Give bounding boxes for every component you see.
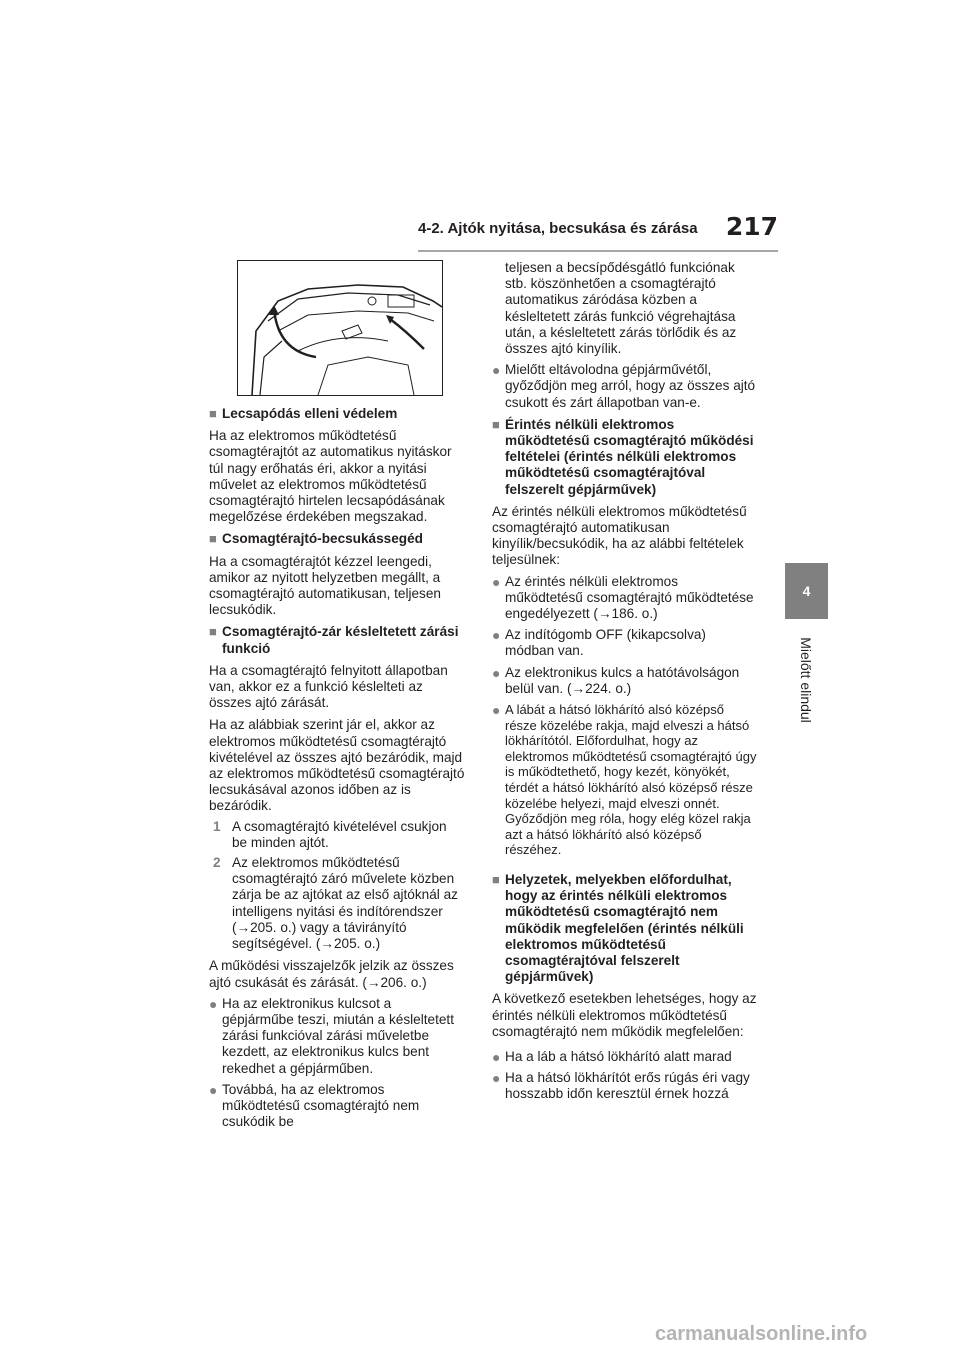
square-bullet-icon: ■ xyxy=(209,624,217,640)
square-bullet-icon: ■ xyxy=(492,872,500,888)
square-bullet-icon: ■ xyxy=(492,416,500,432)
paragraph: Ha az alábbiak szerint jár el, akkor az elektromos működtetésű csomagtérajtó kivételével az összes ajtó bezáródik, majd az elektromos működtetésű csomagtérajtó lecsukásával azonos időben az is bezáródik. xyxy=(209,717,465,814)
heading-touchless-problems xyxy=(492,872,758,985)
heading-closing-assist xyxy=(209,531,465,547)
heading-text: Helyzetek, melyekben előfordulhat, hogy az érintés nélküli elektromos működtetésű csomagtérajtó nem működik megfelelően (érintés nélküli elektromos működtetésű csomagtérajtóval felszerelt gépjárművek) xyxy=(505,872,744,985)
list-item-text: A lábát a hátsó lökhárító alsó középső része közelébe rakja, majd elveszi a hátsó lökhárítótól. Előfordulhat, hogy az elektromos működtetésű csomagtérajtó úgy is működtethető, hogy kezét, könyökét, térdét a hátsó lökhárító alsó középső része közelébe helyezi, majd elveszi onnét. Győződjön meg róla, hogy elég közel rakja azt a hátsó lökhárító alsó középső részéhez. xyxy=(505,702,757,858)
tailgate-drawing-icon xyxy=(238,261,442,395)
step-number: 2 xyxy=(213,855,221,871)
step-number: 1 xyxy=(213,818,221,834)
circle-bullet-icon: ● xyxy=(492,362,501,379)
header-rule xyxy=(418,250,778,252)
heading-anti-slam xyxy=(209,406,465,422)
page-number: 217 xyxy=(725,212,778,241)
circle-bullet-icon: ● xyxy=(492,1070,501,1087)
step-item xyxy=(209,855,465,952)
list-item-text: Ha a hátsó lökhárítót erős rúgás éri vagy hosszabb időn keresztül érnek hozzá xyxy=(505,1070,750,1102)
list-item xyxy=(492,627,758,659)
chapter-tab: 4 xyxy=(785,563,828,619)
circle-bullet-icon: ● xyxy=(492,627,501,644)
list-item xyxy=(209,996,465,1077)
step-text: A csomagtérajtó kivételével csukjon be minden ajtót. xyxy=(232,818,447,850)
list-item-text: Az indítógomb OFF (kikapcsolva) módban van. xyxy=(505,627,706,659)
list-item-text: Ha a láb a hátsó lökhárító alatt marad xyxy=(505,1049,732,1065)
list-item xyxy=(209,1082,465,1131)
watermark: carmanualsonline.info xyxy=(655,1323,868,1345)
step-item xyxy=(209,819,465,851)
list-item-text: Továbbá, ha az elektromos működtetésű csomagtérajtó nem csukódik be xyxy=(222,1081,420,1130)
circle-bullet-icon: ● xyxy=(209,995,218,1012)
paragraph: A működési visszajelzők jelzik az összes ajtó csukását és zárását. (→206. o.) xyxy=(209,958,454,990)
list-item xyxy=(492,574,758,623)
list-item-text: Az elektronikus kulcs a hatótávolságon belül van. (→224. o.) xyxy=(505,664,740,696)
paragraph: Ha a csomagtérajtó felnyitott állapotban van, akkor ez a funkció késlelteti az összes ajtó zárását. xyxy=(209,662,448,711)
list-item xyxy=(492,1070,758,1102)
page-header xyxy=(418,214,778,250)
left-column xyxy=(209,260,465,1130)
circle-bullet-icon: ● xyxy=(209,1081,218,1098)
list-item xyxy=(492,1049,758,1065)
square-bullet-icon: ■ xyxy=(209,406,217,421)
heading-touchless-conditions xyxy=(492,417,758,498)
heading-text: Lecsapódás elleni védelem xyxy=(222,406,398,421)
section-title: 4-2. Ajtók nyitása, becsukása és zárása xyxy=(418,220,698,237)
tailgate-illustration xyxy=(237,260,443,396)
list-item xyxy=(492,362,758,411)
circle-bullet-icon: ● xyxy=(492,573,501,590)
paragraph: Ha a csomagtérajtót kézzel leengedi, amikor az nyitott helyzetben megállt, a csomagtérajtó automatikusan, teljesen lecsukódik. xyxy=(209,553,441,618)
circle-bullet-icon: ● xyxy=(492,664,501,681)
list-item-text: Ha az elektronikus kulcsot a gépjárműbe teszi, miután a késleltetett zárási funkcióval zárási műveletbe kezdett, az elektronikus kulcs bent rekedhet a gépjárműben. xyxy=(222,995,454,1076)
list-item xyxy=(492,665,758,697)
heading-text: Csomagtérajtó-becsukássegéd xyxy=(222,531,423,547)
paragraph: Az érintés nélküli elektromos működtetésű csomagtérajtó automatikusan kinyílik/becsukódik, ha az alábbi feltételek teljesülnek: xyxy=(492,503,747,568)
heading-text: Csomagtérajtó-zár késleltetett zárási funkció xyxy=(222,624,459,656)
heading-text: Érintés nélküli elektromos működtetésű csomagtérajtó működési feltételei (érintés nélküli elektromos működtetésű csomagtérajtóval felszerelt gépjárművek) xyxy=(505,416,754,497)
square-bullet-icon: ■ xyxy=(209,531,217,547)
list-item-text: Az érintés nélküli elektromos működtetésű csomagtérajtó működtetése engedélyezett (→186. o.) xyxy=(505,573,754,622)
paragraph: A következő esetekben lehetséges, hogy az érintés nélküli elektromos működtetésű csomagtérajtó nem működik megfelelően: xyxy=(492,991,757,1039)
paragraph: Ha az elektromos működtetésű csomagtérajtót az automatikus nyitáskor túl nagy erőhatás éri, akkor a nyitási művelet az elektromos működtetésű csomagtérajtó hirtelen lecsapódásának megelőzése érdekében megszakad. xyxy=(209,428,452,525)
chapter-label: Mielőtt elindul xyxy=(798,637,814,723)
continuation-text: teljesen a becsípődésgátló funkciónak stb. köszönhetően a csomagtérajtó automatikus záródása közben a késleltetett zárás funkció végrehajtása után, a késleltetett zárás törlődik és az összes ajtó kinyílik. xyxy=(505,260,737,357)
heading-delayed-lock xyxy=(209,624,465,656)
circle-bullet-icon: ● xyxy=(492,702,501,719)
list-item xyxy=(492,702,758,858)
circle-bullet-icon: ● xyxy=(492,1049,501,1066)
right-column xyxy=(492,260,758,1103)
step-text: Az elektromos működtetésű csomagtérajtó záró művelete közben zárja be az ajtókat az első ajtóknál az intelligens nyitási és indítórendszer (→205. o.) vagy a távirányító segítségével. (→205. o.) xyxy=(232,855,458,952)
list-item-text: Mielőtt eltávolodna gépjárművétől, győződjön meg arról, hogy az összes ajtó csukott és zárt állapotban van-e. xyxy=(505,362,756,410)
